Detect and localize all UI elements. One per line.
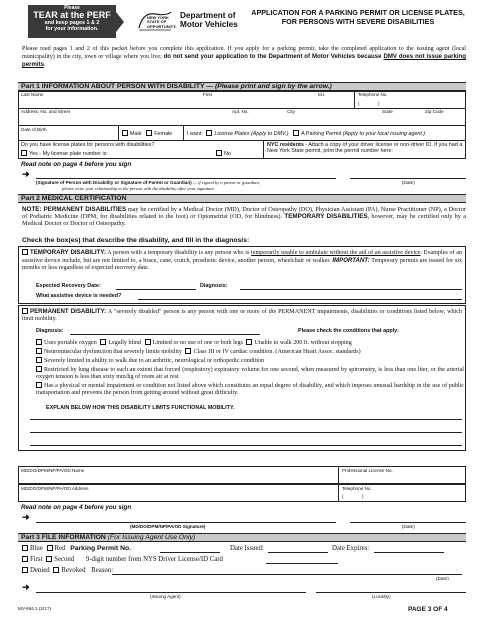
md-phone-paren-open: (: [342, 494, 344, 499]
first-label: First: [30, 556, 43, 563]
physical-mental-checkbox[interactable]: [36, 382, 42, 388]
last-name-label: Last Name: [21, 92, 44, 97]
apt-input[interactable]: [232, 115, 282, 125]
nyc-text: - Attach a copy of your driver license or non-driver ID. If you had a New York State permit, print the permit number here:: [267, 142, 463, 155]
recovery-date-label: Expected Recovery Date:: [36, 283, 101, 289]
applicant-date-label: (Date): [402, 180, 415, 185]
revoked-checkbox[interactable]: [53, 567, 59, 573]
temporary-disability-text: [22, 249, 462, 272]
legs-label: Limited or no use of one or both legs: [152, 340, 243, 346]
address-input[interactable]: [21, 115, 226, 125]
issuing-agent-line[interactable]: [36, 592, 306, 593]
temp-desc2: . Examples of an assistive device include, but are not limited to, a brace, cane, crutch, prosthetic device, another person, wheelchair or walker.: [22, 250, 463, 264]
md-signature-line[interactable]: [36, 522, 336, 523]
oxygen-checkbox[interactable]: [36, 339, 42, 345]
part1-heading: [18, 82, 466, 91]
temp-desc-ul: temporarily unable to ambulate without the aid of an assistive device: [251, 250, 421, 256]
female-checkbox[interactable]: [146, 130, 152, 136]
revoked-label: Revoked: [61, 567, 86, 574]
md-phone-paren-close: ): [362, 494, 364, 499]
read-note-part2: Read note on page 4 before you sign: [21, 504, 132, 511]
temp-diagnosis-label: Diagnosis:: [200, 283, 228, 289]
second-checkbox[interactable]: [46, 556, 52, 562]
parking-permit-label: A Parking Permit: [301, 131, 342, 137]
blue-label: Blue: [30, 545, 43, 552]
intro-part1: Please read pages 1 and 2 of this packet before you complete this application. If you apply for a parking permit, take the completed application to the issuing agent (local municipality) in the city, town or village where you live;: [22, 46, 466, 60]
no-plate-checkbox[interactable]: [216, 150, 222, 156]
physical-mental-label: Has a physical or mental impairment or condition not listed above which constitutes an equal degree of disability, and which imposes unusual hardship in the use of public transportation and prevents the person from getting around without great difficulty.: [36, 383, 464, 397]
state-input[interactable]: [382, 115, 420, 125]
read-note-part1: Read note on page 4 before you sign: [21, 161, 132, 168]
form-title: [248, 8, 468, 26]
city-label: City: [287, 109, 295, 114]
check-boxes-heading: Check the box(es) that describe the disability, and fill in the diagnosis:: [22, 237, 250, 244]
walk-label: Unable to walk 200 ft. without stopping: [254, 340, 352, 346]
part3-heading: [18, 533, 466, 542]
permanent-checkbox[interactable]: [22, 308, 28, 314]
tear-tab-line1: Please: [64, 5, 80, 11]
intro-part3: DMV does not issue parking permits: [22, 53, 466, 68]
md-telephone-label: Telephone No.: [342, 486, 372, 491]
title-line2: FOR PERSONS WITH SEVERE DISABILITIES: [281, 17, 435, 26]
denied-checkbox[interactable]: [22, 567, 28, 573]
dob-label: Date of Birth: [21, 127, 47, 132]
part3-heading-text: Part 3 FILE INFORMATION: [21, 534, 108, 541]
yes-plate-checkbox[interactable]: [21, 150, 27, 156]
logo-line2: STATE OF: [147, 19, 167, 25]
digit-number-label: 9-digit number from NYS Driver License/ID Card: [85, 556, 223, 563]
explain-line-3[interactable]: [30, 445, 462, 446]
parking-permit-checkbox[interactable]: [293, 130, 299, 136]
temp-label: TEMPORARY DISABILITY:: [30, 249, 106, 256]
nyc-bold: NYC residents: [267, 142, 304, 148]
important-bold: IMPORTANT:: [332, 257, 370, 264]
md-signature-label: (MD/DO/DPM/NP/PA/OD Signature): [130, 524, 206, 529]
red-label: Red: [54, 545, 66, 552]
assistive-device-input[interactable]: [138, 299, 462, 300]
note-text: may be certified by a Medical Doctor (MD), Doctor of Osteopathy (DO), Physician Assistant (PA), Nurse Practitioner (NP), a Doctor of Podiatric Medicine (DPM, for disabilities related to the foot) or Optometrist (OD, for blindness).: [22, 206, 467, 221]
plate-number-input[interactable]: [115, 150, 200, 157]
part1-heading-note: — (Please print and sign by the arrow.): [206, 83, 332, 90]
first-name-label: First: [203, 92, 212, 97]
neuro-checkbox[interactable]: [36, 348, 42, 354]
legs-checkbox[interactable]: [145, 339, 151, 345]
respiratory-checkbox[interactable]: [36, 366, 42, 372]
phone-paren-close: ): [378, 101, 380, 106]
temp-bold: TEMPORARY DISABILITIES: [284, 213, 368, 221]
blind-checkbox[interactable]: [100, 339, 106, 345]
date-expires-label: Date Expires:: [332, 545, 370, 552]
md-address-input[interactable]: [21, 492, 335, 501]
important-text: Temporary permits are issued for six months or less regardless of expected recovery date.: [22, 258, 462, 271]
parking-permit-no-label: Parking Permit No.: [70, 545, 132, 552]
perm-diagnosis-label: Diagnosis:: [36, 328, 64, 334]
temp-text: , however, may be certified only by a Medical Doctor or Doctor of Osteopathy.: [22, 213, 466, 228]
parking-permit-no-input[interactable]: [160, 552, 220, 553]
denied-label: Denied: [30, 567, 50, 574]
tear-tab-line4: for your information.: [45, 26, 99, 33]
prof-license-label: Professional License No.: [342, 468, 393, 473]
part2-heading: Part 2 MEDICAL CERTIFICATION: [18, 194, 466, 203]
reason-input[interactable]: [112, 574, 462, 575]
telephone-input[interactable]: [362, 98, 462, 108]
part2-note: [22, 206, 466, 228]
yes-plate-label: Yes - My license plate number is:: [29, 151, 108, 157]
no-plate-label: No: [224, 151, 231, 157]
respiratory-label: Restricted by lung disease to such an extent that forced (respiratory) expiratory volume for one second, when measured by spirometry, is less than one liter, or the arterial oxygen tension is less than sixty mm/hg of room air at rest: [36, 367, 464, 381]
department-name: [180, 11, 238, 29]
female-label: Female: [154, 131, 173, 137]
first-checkbox[interactable]: [22, 556, 28, 562]
address-label: Address, No. and Street: [21, 109, 71, 114]
last-name-input[interactable]: [21, 98, 196, 108]
applicant-date-line[interactable]: [350, 178, 466, 179]
form-number: MV-664.1 (2/17): [18, 606, 51, 611]
reason-label: Reason:: [91, 567, 114, 574]
perm-diagnosis-input[interactable]: [70, 334, 260, 335]
license-plates-checkbox[interactable]: [206, 130, 212, 136]
license-plates-label: License Plates (Apply to DMV.): [214, 131, 289, 137]
sign-arrow-icon: ➜: [22, 169, 30, 179]
arthritic-checkbox[interactable]: [36, 357, 42, 363]
applicant-signature-note: — if signed by a parent or guardian,: [191, 180, 260, 185]
md-date-label: (Date): [402, 524, 415, 529]
blind-label: Legally blind: [108, 340, 142, 346]
locality-label: (Locality): [372, 594, 391, 599]
issuing-agent-label: (Issuing Agent): [150, 594, 181, 599]
note-bold: NOTE: PERMANENT DISABILITIES: [22, 206, 127, 213]
prof-license-input[interactable]: [342, 474, 462, 483]
temporary-checkbox[interactable]: [22, 249, 28, 255]
cardiac-label: Class III or IV cardiac condition. (American Heart Assoc. standards): [193, 349, 361, 355]
tear-tab-line3: and keep pages 1 & 2: [44, 20, 100, 27]
dob-input[interactable]: [21, 132, 115, 140]
perm-label: PERMANENT DISABILITY:: [30, 308, 107, 315]
id-number-input[interactable]: [266, 563, 338, 564]
telephone-label: Telephone No.: [358, 92, 388, 97]
part3-heading-note: (For Issuing Agent Use Only): [107, 534, 196, 541]
explain-line-1[interactable]: [30, 419, 462, 420]
city-input[interactable]: [287, 115, 377, 125]
male-checkbox[interactable]: [122, 130, 128, 136]
date-expires-input[interactable]: [374, 552, 444, 553]
dept-line2: Motor Vehicles: [180, 20, 238, 29]
applicant-signature-note2: please write your relationship to the person with the disability after your signature: [62, 186, 215, 191]
nyc-residents-text: [267, 142, 463, 154]
second-label: Second: [54, 556, 75, 563]
neuro-label: Neuromuscular dysfunction that severely limits mobility: [44, 349, 182, 355]
title-line1: APPLICATION FOR A PARKING PERMIT OR LICENSE PLATES,: [251, 8, 465, 17]
state-label: State: [382, 109, 393, 114]
explain-line-2[interactable]: [30, 432, 462, 433]
explain-label: EXPLAIN BELOW HOW THIS DISABILITY LIMITS FUNCTIONAL MOBILITY.: [46, 405, 235, 411]
mi-input[interactable]: [318, 98, 352, 108]
i-want-label: I want:: [187, 131, 203, 137]
intro-text: [22, 46, 466, 69]
dept-line1: Department of: [180, 11, 236, 20]
permanent-disability-text: [22, 308, 462, 323]
temp-desc1: A person with a temporary disability is any person who is: [105, 250, 252, 256]
md-sign-arrow-icon: ➜: [22, 512, 30, 522]
male-label: Male: [130, 131, 142, 137]
mi-label: M.I.: [318, 92, 326, 97]
locality-line[interactable]: [316, 592, 466, 593]
perm-desc: A "severely disabled" person is any person with one or more of the PERMANENT impairments, disabilities or conditions listed below, which limit mobility.: [22, 309, 462, 322]
intro-part2: do not send your application to the Department of Motor Vehicles because: [163, 53, 384, 60]
logo-line3: OPPORTUNITY.: [147, 23, 177, 29]
page-number: PAGE 3 OF 4: [408, 606, 448, 613]
oxygen-label: Uses portable oxygen: [44, 340, 97, 346]
red-checkbox[interactable]: [47, 545, 53, 551]
md-address-label: MD/DO/DPM/NP/PA/OD Address: [21, 486, 89, 491]
part1-heading-text: Part 1 INFORMATION ABOUT PERSON WITH DISABILITY: [21, 83, 207, 90]
intro-part4: .: [44, 62, 46, 68]
zip-input[interactable]: [425, 115, 463, 125]
recovery-date-input[interactable]: [116, 289, 196, 290]
parking-permit-note: (Apply to your local issuing agent.): [342, 131, 426, 137]
date-issued-input[interactable]: [268, 552, 328, 553]
date-issued-label: Date Issued:: [230, 545, 264, 552]
apt-label: Apt. No.: [232, 109, 249, 114]
md-name-input[interactable]: [21, 474, 335, 483]
arthritic-label: Severely limited in ability to walk due to an arthritic, neurological or orthopedic condition: [44, 358, 264, 364]
blue-checkbox[interactable]: [22, 545, 28, 551]
please-check-label: Please check the conditions that apply:: [298, 328, 399, 334]
applicant-signature-label: (Signature of Person with Disability or Signature of Parent or Guardian): [36, 180, 192, 185]
zip-label: Zip Code: [425, 109, 444, 114]
md-name-label: MD/DO/DPM/NP/PA/OD Name: [21, 468, 85, 473]
md-telephone-input[interactable]: [346, 492, 462, 501]
agent-sign-arrow-icon: ➜: [22, 582, 30, 592]
md-date-line[interactable]: [350, 522, 466, 523]
walk-checkbox[interactable]: [246, 339, 252, 345]
applicant-signature-line[interactable]: [36, 178, 336, 179]
plates-question: Do you have license plates for persons with disabilities?: [21, 142, 155, 148]
part3-date-label-top: (Date): [436, 576, 449, 581]
tear-arrow-icon: [116, 12, 124, 32]
tear-tab-line2: TEAR at the PERF: [33, 10, 111, 21]
first-name-input[interactable]: [203, 98, 313, 108]
tear-tab: [28, 5, 116, 38]
assistive-device-label: What assistive device is needed?: [36, 293, 122, 299]
phone-paren-open: (: [358, 101, 360, 106]
cardiac-checkbox[interactable]: [185, 348, 191, 354]
logo-line1: NEW YORK: [147, 15, 169, 20]
nys-logo: [137, 8, 177, 34]
temp-diagnosis-input[interactable]: [240, 289, 462, 290]
